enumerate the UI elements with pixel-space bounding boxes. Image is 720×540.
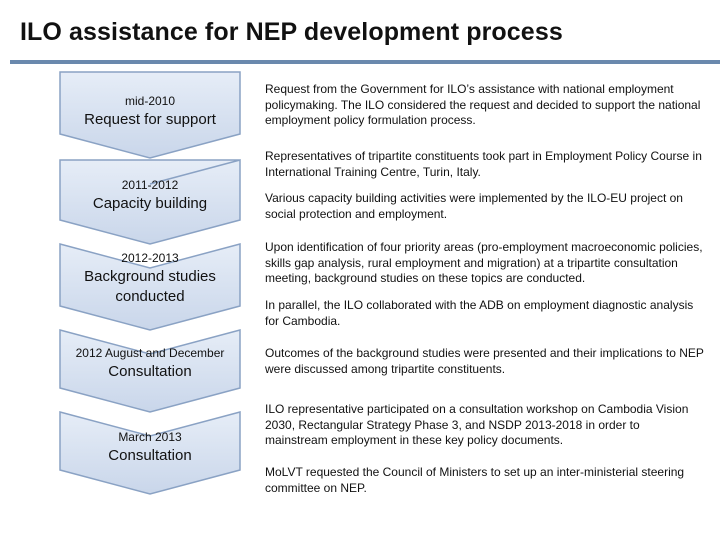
step-4 <box>60 346 240 382</box>
description-text: MoLVT requested the Council of Ministers to set up an inter-ministerial steering committee on NEP. <box>265 465 685 495</box>
description-text: Representatives of tripartite constituents took part in Employment Policy Course in International Training Centre, Turin, Italy. <box>265 149 702 179</box>
description-text: ILO representative participated on a consultation workshop on Cambodia Vision 2030, Rectangular Strategy Phase 3, and NSDP 2013-2018 in order to mainstream employment in these key policy documents. <box>265 402 689 447</box>
step-1 <box>60 94 240 130</box>
step-date: mid-2010 <box>124 94 176 108</box>
step-label: Request for support <box>84 111 216 128</box>
description-text: Request from the Government for ILO’s assistance with national employment policymaking. The ILO considered the request and decided to support the national employment policy formulation process. <box>265 82 701 127</box>
description-text: Outcomes of the background studies were presented and their implications to NEP were discussed among tripartite constituents. <box>265 346 704 376</box>
description-text: Upon identification of four priority areas (pro-employment macroeconomic policies, skills gap analysis, rural employment and migration) at a tripartite consultation meeting, background studies on these topics are conducted. <box>265 240 703 285</box>
step-2 <box>60 178 240 214</box>
step-label: Consultation <box>108 447 192 464</box>
step-5 <box>60 430 240 466</box>
step-date: 2011-2012 <box>121 178 179 192</box>
step-date: 2012 August and December <box>75 346 225 360</box>
step-label: Consultation <box>108 363 192 380</box>
description-text: In parallel, the ILO collaborated with the ADB on employment diagnostic analysis for Cambodia. <box>265 298 694 328</box>
step-date: 2012-2013 <box>121 251 179 265</box>
description-text: Various capacity building activities were implemented by the ILO-EU project on social protection and employment. <box>265 191 683 221</box>
step-3 <box>70 251 230 307</box>
page-title: ILO assistance for NEP development process <box>20 18 563 46</box>
step-label: Capacity building <box>92 195 208 212</box>
step-date: March 2013 <box>118 430 182 444</box>
step-label: Background studies conducted <box>84 268 216 305</box>
